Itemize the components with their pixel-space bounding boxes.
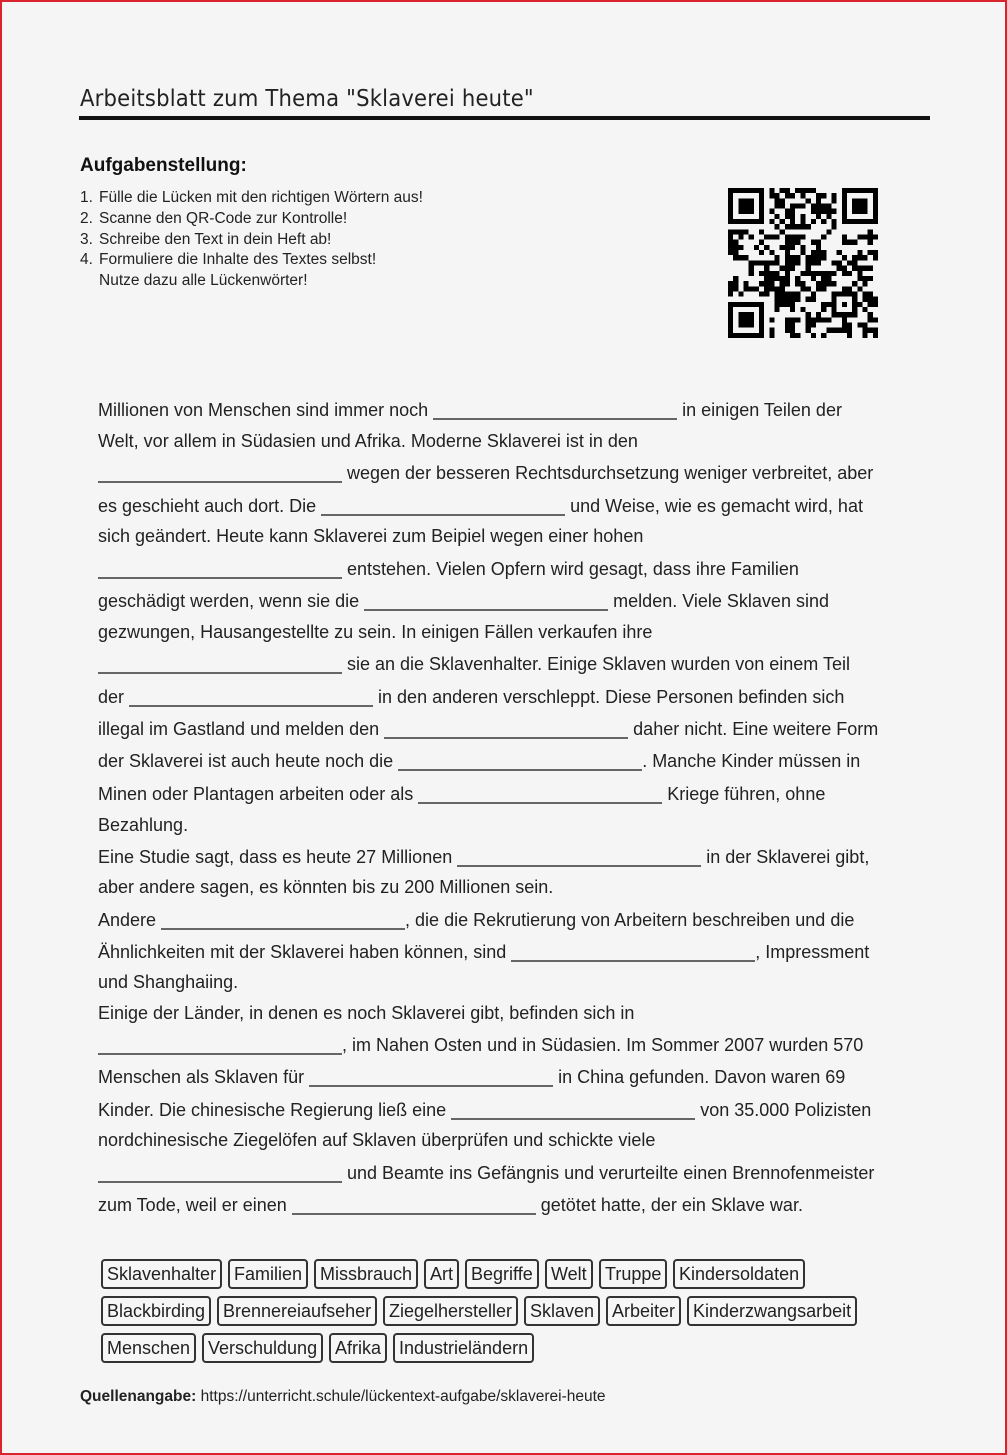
task-text: Nutze dazu alle Lückenwörter! [99, 272, 308, 290]
task-number: 4. [80, 251, 93, 269]
gap-blank[interactable] [364, 589, 608, 611]
text-segment: sich geändert. Heute kann Sklaverei zum Beipiel wegen einer hohen [98, 526, 644, 546]
word-chip[interactable]: Sklaven [524, 1296, 600, 1326]
task-item [80, 230, 423, 251]
text-segment: entstehen. Vielen Opfern wird gesagt, dass ihre Familien [342, 559, 799, 579]
gap-blank[interactable] [98, 557, 342, 579]
word-chip[interactable]: Truppe [599, 1259, 667, 1289]
word-chip[interactable]: Ziegelhersteller [383, 1296, 518, 1326]
word-chip[interactable]: Blackbirding [101, 1296, 211, 1326]
text-line [98, 622, 652, 643]
text-segment: , Impressment [755, 942, 870, 962]
text-line [98, 461, 873, 484]
word-chip[interactable]: Welt [545, 1259, 593, 1289]
task-item [80, 271, 423, 292]
word-chip[interactable]: Art [424, 1259, 459, 1289]
text-line [98, 557, 799, 580]
gap-blank[interactable] [98, 652, 342, 674]
text-line [98, 908, 854, 931]
text-segment: . Manche Kinder müssen in [642, 751, 861, 771]
text-segment: in der Sklaverei gibt, [701, 847, 870, 867]
text-segment: , im Nahen Osten und in Südasien. Im Sommer 2007 wurden 570 [342, 1035, 864, 1055]
task-number [80, 271, 99, 292]
word-chip[interactable]: Arbeiter [606, 1296, 681, 1326]
text-line [98, 494, 863, 517]
text-segment: in einigen Teilen der [677, 400, 842, 420]
task-text: Scanne den QR-Code zur Kontrolle! [99, 209, 348, 227]
word-chip[interactable]: Menschen [101, 1333, 196, 1363]
word-chip[interactable]: Kinderzwangsarbeit [687, 1296, 857, 1326]
text-segment: wegen der besseren Rechtsdurchsetzung weniger verbreitet, aber [342, 463, 874, 483]
task-text: Formuliere die Inhalte des Textes selbst! [99, 251, 377, 269]
task-item [80, 209, 423, 230]
gap-blank[interactable] [451, 1098, 695, 1120]
text-line [98, 717, 878, 740]
text-line [98, 877, 553, 898]
text-line [98, 398, 842, 421]
text-segment: nordchinesische Ziegelöfen auf Sklaven überprüfen und schickte viele [98, 1130, 656, 1150]
text-segment: in China gefunden. Davon waren 69 [553, 1067, 846, 1087]
task-number: 1. [80, 189, 93, 206]
text-line [98, 815, 188, 836]
gap-blank[interactable] [98, 461, 342, 483]
word-chip[interactable]: Missbrauch [314, 1259, 418, 1289]
gap-blank[interactable] [292, 1193, 536, 1215]
text-segment: der [98, 687, 130, 707]
text-segment: Menschen als Sklaven für [98, 1067, 310, 1087]
text-line [98, 940, 869, 963]
text-segment: Millionen von Menschen sind immer noch [98, 400, 434, 420]
text-segment: Bezahlung. [98, 815, 189, 835]
text-segment: Welt, vor allem in Südasien und Afrika. Moderne Sklaverei ist in den [98, 431, 638, 451]
gap-blank[interactable] [457, 845, 701, 867]
text-line [98, 1193, 803, 1216]
text-segment: getötet hatte, der ein Sklave war. [535, 1195, 803, 1215]
gap-blank[interactable] [398, 749, 642, 771]
text-segment: geschädigt werden, wenn sie die [98, 591, 365, 611]
text-segment: von 35.000 Polizisten [695, 1100, 872, 1120]
text-line [98, 845, 869, 868]
task-item [80, 188, 423, 209]
task-text: Schreibe den Text in dein Heft ab! [99, 230, 332, 248]
task-text: Fülle die Lücken mit den richtigen Wörtern aus! [99, 189, 423, 206]
text-segment: und Weise, wie es gemacht wird, hat [565, 496, 863, 516]
title-underline [79, 116, 930, 120]
text-segment: Kriege führen, ohne [662, 784, 826, 804]
text-line [98, 431, 638, 452]
qr-code-icon[interactable] [728, 188, 878, 338]
text-line [98, 1065, 845, 1088]
text-line [98, 685, 844, 708]
word-chip[interactable]: Kindersoldaten [673, 1259, 805, 1289]
text-segment: gezwungen, Hausangestellte zu sein. In einigen Fällen verkaufen ihre [98, 622, 653, 642]
gap-blank[interactable] [161, 908, 405, 930]
word-chip[interactable]: Begriffe [465, 1259, 539, 1289]
page-title: Arbeitsblatt zum Thema "Sklaverei heute" [80, 86, 534, 112]
text-segment: illegal im Gastland und melden den [98, 719, 385, 739]
text-line [98, 652, 850, 675]
text-segment: in den anderen verschleppt. Diese Personen befinden sich [373, 687, 845, 707]
text-segment: aber andere sagen, es könnten bis zu 200 Millionen sein. [98, 877, 554, 897]
gap-blank[interactable] [433, 398, 677, 420]
source-url[interactable]: https://unterricht.schule/lückentext-aufgabe/sklaverei-heute [196, 1388, 606, 1405]
text-segment: Eine Studie sagt, dass es heute 27 Millionen [98, 847, 458, 867]
source-citation [80, 1388, 606, 1406]
text-line [98, 1098, 871, 1121]
word-chip[interactable]: Industrieländern [393, 1333, 534, 1363]
task-number: 2. [80, 209, 93, 227]
gap-blank[interactable] [418, 782, 662, 804]
task-item [80, 250, 423, 271]
text-segment: und Beamte ins Gefängnis und verurteilte einen Brennofenmeister [342, 1163, 875, 1183]
word-chip[interactable]: Verschuldung [202, 1333, 323, 1363]
text-line [98, 972, 238, 993]
task-list [80, 188, 423, 292]
word-chip[interactable]: Sklavenhalter [101, 1259, 222, 1289]
word-chip[interactable]: Familien [228, 1259, 308, 1289]
text-segment: es geschieht auch dort. Die [98, 496, 322, 516]
text-segment: Einige der Länder, in denen es noch Sklaverei gibt, befinden sich in [98, 1003, 635, 1023]
source-label: Quellenangabe: [80, 1388, 197, 1405]
text-line [98, 1003, 634, 1024]
text-segment: Andere [98, 910, 162, 930]
text-line [98, 1033, 863, 1056]
gap-blank[interactable] [98, 1033, 342, 1055]
text-segment: zum Tode, weil er einen [98, 1195, 292, 1215]
text-segment: sie an die Sklavenhalter. Einige Sklaven wurden von einem Teil [342, 654, 850, 674]
text-segment: , die die Rekrutierung von Arbeitern beschreiben und die [405, 910, 855, 930]
gap-blank[interactable] [511, 940, 755, 962]
gap-blank[interactable] [384, 717, 628, 739]
gap-blank[interactable] [129, 685, 373, 707]
word-chip[interactable]: Brennereiaufseher [217, 1296, 377, 1326]
text-line [98, 526, 643, 547]
gap-blank[interactable] [309, 1065, 553, 1087]
text-line [98, 782, 825, 805]
text-segment: melden. Viele Sklaven sind [608, 591, 829, 611]
text-segment: Minen oder Plantagen arbeiten oder als [98, 784, 419, 804]
text-line [98, 749, 860, 772]
word-chip[interactable]: Afrika [329, 1333, 387, 1363]
text-line [98, 589, 829, 612]
task-number: 3. [80, 230, 93, 248]
text-segment: der Sklaverei ist auch heute noch die [98, 751, 399, 771]
task-heading: Aufgabenstellung: [80, 155, 247, 176]
text-segment: und Shanghaiing. [98, 972, 239, 992]
gap-blank[interactable] [98, 1161, 342, 1183]
text-segment: Ähnlichkeiten mit der Sklaverei haben können, sind [98, 942, 512, 962]
text-segment: Kinder. Die chinesische Regierung ließ eine [98, 1100, 452, 1120]
text-line [98, 1130, 655, 1151]
gap-blank[interactable] [321, 494, 565, 516]
text-segment: daher nicht. Eine weitere Form [628, 719, 879, 739]
text-line [98, 1161, 874, 1184]
